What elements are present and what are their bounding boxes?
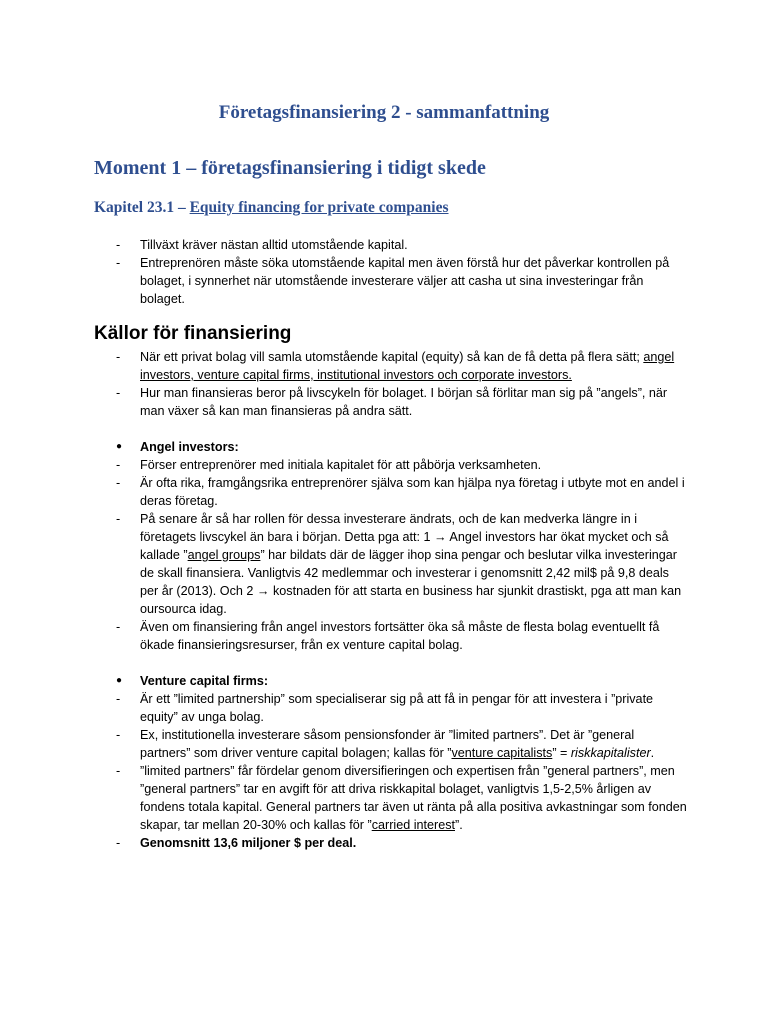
list-item <box>0 672 768 690</box>
list-item: - Är ofta rika, framgångsrika entreprenörer själva som kan hjälpa nya företag i utbyte mot en andel i deras företag. <box>116 476 685 508</box>
dash-marker: - <box>116 256 121 270</box>
bullet-marker: ● <box>116 675 123 686</box>
list-item: - ”limited partners” får fördelar genom diversifieringen och expertisen från ”general partners”, men ”general partners” tar en avgift för att driva riskkapital bolaget, vanligtvis 1,5-2,5% årligen av fondens totala kapital. General partners tar även ut ränta på alla positiva avkastningar som fonden skapar, tar mellan 20-30% och kallas för ”carried interest”. <box>116 764 687 832</box>
dash-marker: - <box>116 458 121 472</box>
dash-marker: - <box>116 512 121 526</box>
dash-marker: - <box>116 386 121 400</box>
list-item: - Är ett ”limited partnership” som specialiserar sig på att få in pengar för att investera i ”private equity” av unga bolag. <box>116 692 654 724</box>
sources-list <box>0 348 768 852</box>
list-item: - På senare år så har rollen för dessa investerare ändrats, och de kan medverka längre in i företagets livscykel än bara i början. Detta pga att: 1 → Angel investors har ökat mycket och så kallade ”angel groups” har bildats där de lägger ihop sina pengar och beslutar vilka investeringar de skall finansiera. Vanligtvis 42 medlemmar och investerar i genomsnitt 2,42 mil$ på 9,8 deals per år (2013). Och 2 → kostnaden för att starta en business har sjunkit drastiskt, pga att man kan oursourca idag. <box>116 512 682 616</box>
intro-list <box>0 236 768 308</box>
dash-marker: - <box>116 728 121 742</box>
dash-marker: - <box>116 476 121 490</box>
list-item: - Förser entreprenörer med initiala kapitalet för att påbörja verksamheten. <box>116 458 542 472</box>
list-item: - Genomsnitt 13,6 miljoner $ per deal. <box>116 836 357 850</box>
arrow-right-icon: → <box>256 584 270 598</box>
chapter-prefix: Kapitel 23.1 – <box>94 199 190 216</box>
list-item: - Ex, institutionella investerare såsom pensionsfonder är ”limited partners”. Det är ”general partners” som driver venture capital bolagen; kallas för ”venture capitalists” = riskkapitalister. <box>116 728 655 760</box>
list-item: - När ett privat bolag vill samla utomstående kapital (equity) så kan de få detta på flera sätt; angel investors, venture capital firms, institutional investors och corporate investors. <box>116 350 675 382</box>
document-title: Företagsfinansiering 2 - sammanfattning <box>218 102 550 123</box>
arrow-right-icon: → <box>434 530 447 544</box>
moment-heading: Moment 1 – företagsfinansiering i tidigt skede <box>94 157 486 179</box>
list-item: - Även om finansiering från angel investors fortsätter öka så måste de flesta bolag eventuellt få ökade finansieringsresurser, från ex venture capital bolag. <box>116 620 660 652</box>
dash-marker: - <box>116 350 121 364</box>
dash-marker: - <box>116 620 121 634</box>
dash-marker: - <box>116 836 121 850</box>
dash-marker: - <box>116 692 121 706</box>
dash-marker: - <box>116 238 121 252</box>
chapter-heading <box>94 199 449 217</box>
sources-heading: Källor för finansiering <box>94 323 292 344</box>
list-item: - Tillväxt kräver nästan alltid utomstående kapital. <box>116 238 408 252</box>
chapter-link[interactable]: Equity financing for private companies <box>189 199 449 216</box>
venture-capital-heading: Venture capital firms: <box>140 674 269 688</box>
list-item <box>0 438 768 456</box>
angel-investors-heading: Angel investors: <box>140 440 239 454</box>
bullet-marker: ● <box>116 441 123 452</box>
list-item: - Entreprenören måste söka utomstående kapital men även förstå hur det påverkar kontrollen på bolaget, i synnerhet när utomstående investerare väljer att casha ut sina investeringar från bolaget. <box>116 256 670 306</box>
dash-marker: - <box>116 764 121 778</box>
list-item: - Hur man finansieras beror på livscykeln för bolaget. I början så förlitar man sig på ”angels”, när man växer så kan man finansieras på andra sätt. <box>116 386 668 418</box>
